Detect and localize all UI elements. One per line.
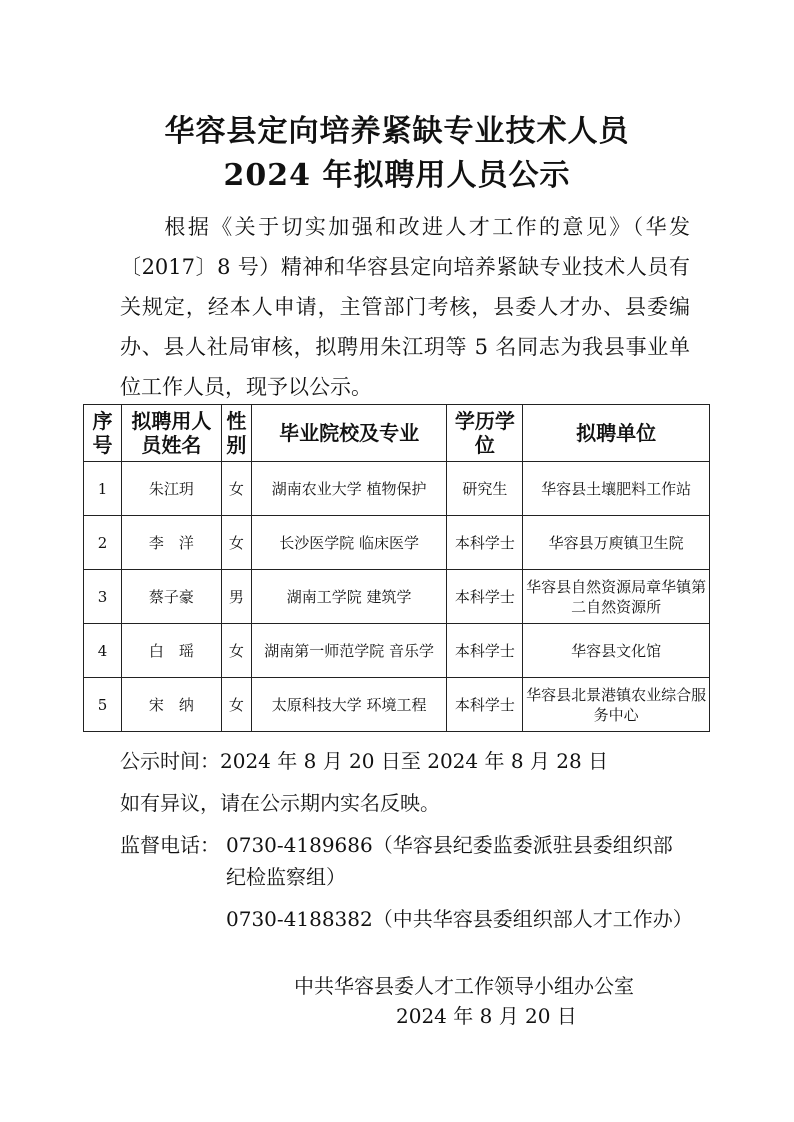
signature-org: 中共华容县委人才工作领导小组办公室 — [294, 974, 634, 998]
cell-degree: 本科学士 — [447, 624, 523, 678]
phone-line-2: 0730-4188382（中共华容县委组织部人才工作办） — [226, 907, 693, 931]
header-unit: 拟聘单位 — [523, 405, 710, 462]
cell-name: 宋 纳 — [121, 678, 221, 732]
cell-no: 4 — [84, 624, 122, 678]
document-title-line1: 华容县定向培养紧缺专业技术人员 — [164, 114, 630, 149]
cell-unit: 华容县北景港镇农业综合服务中心 — [523, 678, 710, 732]
intro-paragraph — [120, 207, 690, 407]
document-title-line2: 2024 年拟聘用人员公示 — [223, 158, 571, 193]
intro-text: 根据《关于切实加强和改进人才工作的意见》（华发〔2017〕8 号）精神和华容县定向培养紧缺专业技术人员有关规定，经本人申请，主管部门考核，县委人才办、县委编办、县人社局审核，拟聘用朱江玥等 5 名同志为我县事业单位工作人员，现予以公示。 — [120, 215, 690, 399]
cell-school: 长沙医学院 临床医学 — [251, 516, 447, 570]
cell-no: 1 — [84, 462, 122, 516]
header-no: 序号 — [84, 405, 122, 462]
signature-date: 2024 年 8 月 20 日 — [396, 1004, 577, 1028]
header-degree: 学历学位 — [447, 405, 523, 462]
cell-name: 蔡子豪 — [121, 570, 221, 624]
candidates-table — [83, 404, 710, 732]
cell-school: 湖南农业大学 植物保护 — [251, 462, 447, 516]
cell-unit: 华容县土壤肥料工作站 — [523, 462, 710, 516]
header-gender: 性别 — [221, 405, 251, 462]
cell-no: 2 — [84, 516, 122, 570]
table-row — [84, 516, 710, 570]
cell-unit: 华容县万庾镇卫生院 — [523, 516, 710, 570]
cell-gender: 女 — [221, 624, 251, 678]
table-header-row — [84, 405, 710, 462]
cell-no: 5 — [84, 678, 122, 732]
cell-school: 太原科技大学 环境工程 — [251, 678, 447, 732]
phone-line-1-continued: 纪检监察组） — [226, 865, 346, 889]
cell-name: 李 洋 — [121, 516, 221, 570]
cell-unit: 华容县自然资源局章华镇第二自然资源所 — [523, 570, 710, 624]
cell-degree: 本科学士 — [447, 678, 523, 732]
cell-gender: 女 — [221, 678, 251, 732]
cell-degree: 本科学士 — [447, 516, 523, 570]
cell-unit: 华容县文化馆 — [523, 624, 710, 678]
cell-degree: 研究生 — [447, 462, 523, 516]
objection-note: 如有异议，请在公示期内实名反映。 — [120, 791, 440, 815]
cell-gender: 男 — [221, 570, 251, 624]
publicity-period: 公示时间：2024 年 8 月 20 日至 2024 年 8 月 28 日 — [120, 749, 609, 773]
phone-label: 监督电话： — [120, 833, 220, 857]
header-name: 拟聘用人员姓名 — [121, 405, 221, 462]
cell-gender: 女 — [221, 516, 251, 570]
cell-school: 湖南第一师范学院 音乐学 — [251, 624, 447, 678]
table-row — [84, 462, 710, 516]
cell-name: 朱江玥 — [121, 462, 221, 516]
cell-gender: 女 — [221, 462, 251, 516]
cell-name: 白 瑶 — [121, 624, 221, 678]
cell-no: 3 — [84, 570, 122, 624]
table-row — [84, 570, 710, 624]
header-school: 毕业院校及专业 — [251, 405, 447, 462]
cell-school: 湖南工学院 建筑学 — [251, 570, 447, 624]
table-row — [84, 624, 710, 678]
table-row — [84, 678, 710, 732]
phone-line-1: 0730-4189686（华容县纪委监委派驻县委组织部 — [226, 833, 673, 857]
cell-degree: 本科学士 — [447, 570, 523, 624]
